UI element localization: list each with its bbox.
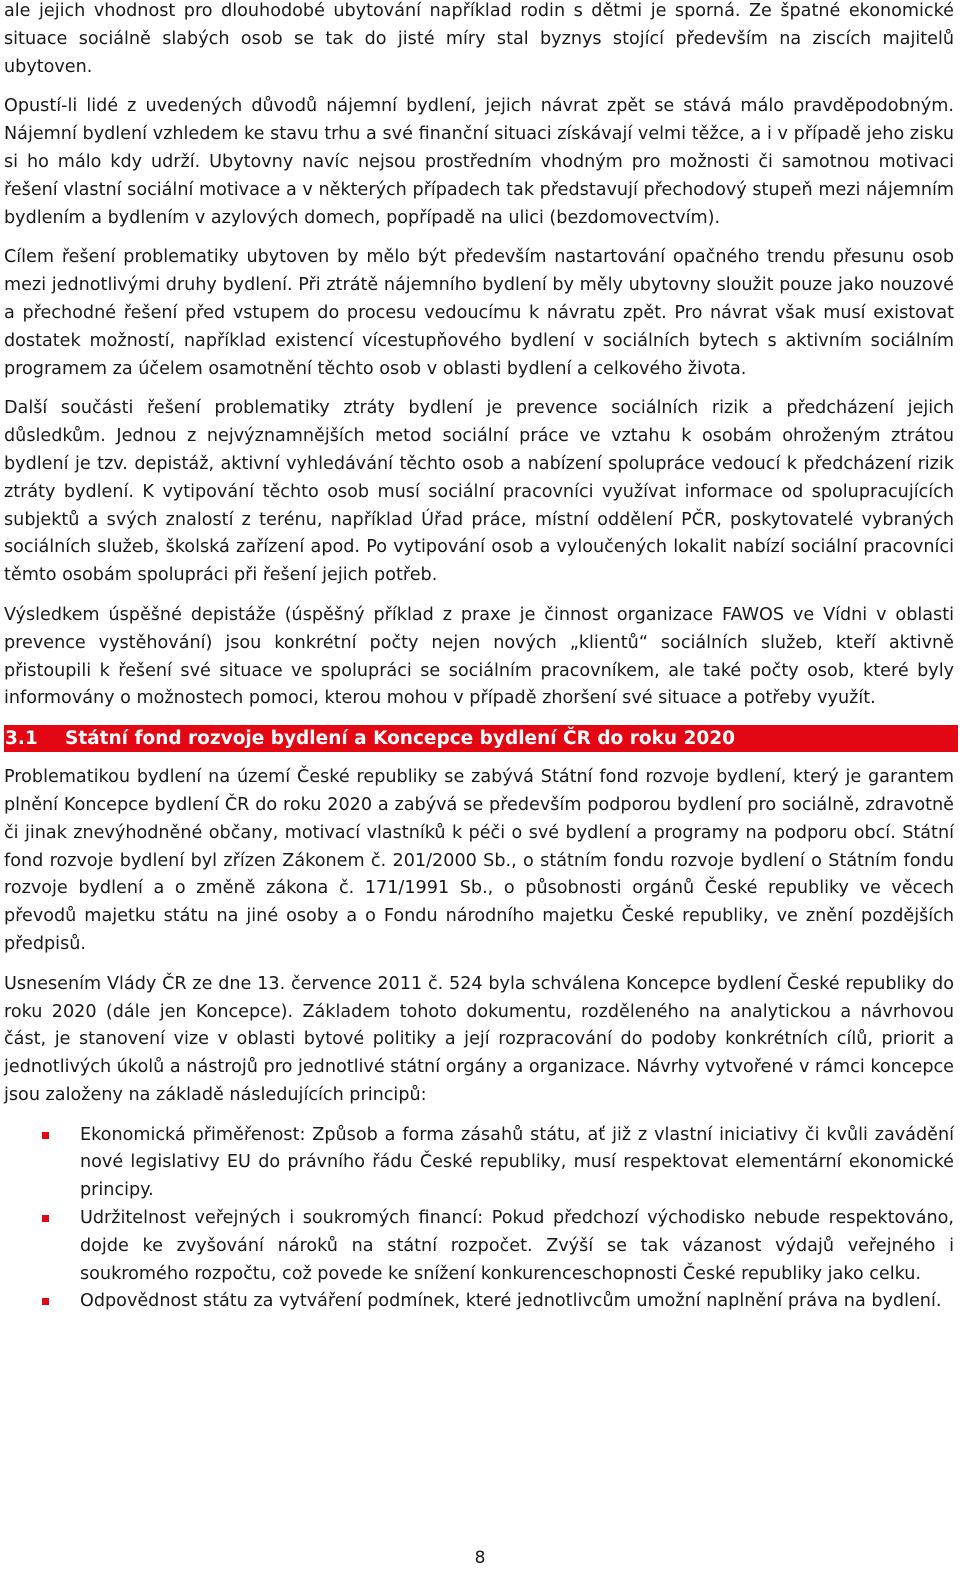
list-item-text: Ekonomická přiměřenost: Způsob a forma zásahů státu, ať již z vlastní iniciativy či kvůli zavádění nové legislativy EU do právního řádu České republiky, musí respektovat elementární ekonomické principy. [80, 1124, 954, 1201]
document-page [4, 0, 954, 1316]
paragraph-housing-fund: Problematikou bydlení na území České republiky se zabývá Státní fond rozvoje bydlení, který je garantem plnění Koncepce bydlení ČR do roku 2020 a zabývá se především podporou bydlení pro sociálně, zdravotně či jinak znevýhodněné občany, motivací vlastníků k péči o své bydlení a programy na podporu obcí. Státní fond rozvoje bydlení byl zřízen Zákonem č. 201/2000 Sb., o státním fondu rozvoje bydlení o Státním fondu rozvoje bydlení a o změně zákona č. 171/1991 Sb., o působnosti orgánů České republiky ve věcech převodů majetku státu na jiné osoby a o Fondu národního majetku České republiky, ve znění pozdějších předpisů. [4, 767, 954, 954]
list-item [4, 1205, 954, 1288]
square-bullet-icon [42, 1132, 49, 1139]
section-heading [4, 725, 958, 752]
square-bullet-icon [42, 1298, 49, 1305]
paragraph-goal-of-solution: Cílem řešení problematiky ubytoven by mělo být především nastartování opačného trendu přesunu osob mezi jednotlivými druhy bydlení. Při ztrátě nájemního bydlení by měly ubytovny sloužit pouze jako nouzové a přechodné řešení před vstupem do procesu vedoucímu k návratu zpět. Pro návrat však musí existovat dostatek možností, například existencí vícestupňového bydlení v sociálních bytech s aktivním sociálním programem za účelem osamotnění těchto osob v oblasti bydlení a celkového života. [4, 247, 954, 379]
list-item [4, 1122, 954, 1205]
paragraph-prevention: Další součásti řešení problematiky ztráty bydlení je prevence sociálních rizik a předcházení jejich důsledkům. Jednou z nejvýznamnějších metod sociální práce ve vztahu k osobám ohroženým ztrátou bydlení je tzv. depistáž, aktivní vyhledávání těchto osob a nabízení spolupráce vedoucí k předcházení rizik ztráty bydlení. K vytipování těchto osob musí sociální pracovníci využívat informace od spolupracujících subjektů a svých znalostí z terénu, například Úřad práce, místní oddělení PČR, poskytovatelé vybraných sociálních služeb, školská zařízení apod. Po vytipování osob a vyloučených lokalit nabízí sociální pracovníci těmto osobám spolupráci při řešení jejich potřeb. [4, 398, 954, 586]
page-number: 8 [474, 1548, 486, 1568]
square-bullet-icon [42, 1215, 49, 1222]
paragraph-depistage-result: Výsledkem úspěšné depistáže (úspěšný příklad z praxe je činnost organizace FAWOS ve Vídni v oblasti prevence vystěhování) jsou konkrétní počty nejen nových „klientů“ sociálních služeb, kteří aktivně přistoupili k řešení své situace ve spolupráci se sociálním pracovníkem, ale také počty osob, které byly informovány o možnostech pomoci, kterou mohou v případě zhoršení své situace a potřeby využít. [4, 604, 954, 709]
list-item-text: Odpovědnost státu za vytváření podmínek, které jednotlivcům umožní naplnění práva na bydlení. [80, 1291, 942, 1312]
list-item-text: Udržitelnost veřejných i soukromých financí: Pokud předchozí východisko nebude respektováno, dojde ke zvyšování nároků na státní rozpočet. Zvýší se tak vázanost výdajů veřejného i soukromého rozpočtu, což povede ke snížení konkurenceschopnosti České republiky jako celku. [80, 1208, 954, 1284]
section-title: Státní fond rozvoje bydlení a Koncepce bydlení ČR do roku 2020 [65, 728, 735, 750]
principles-list [4, 1122, 954, 1317]
list-item [4, 1288, 954, 1316]
section-number: 3.1 [5, 728, 38, 750]
paragraph-accommodation-business: ale jejich vhodnost pro dlouhodobé ubytování například rodin s dětmi je sporná. Ze špatné ekonomické situace sociálně slabých osob se tak do jisté míry stal byznys stojící především na ziscích majitelů ubytoven. [4, 1, 954, 77]
paragraph-government-resolution: Usnesením Vlády ČR ze dne 13. července 2011 č. 524 byla schválena Koncepce bydlení České republiky do roku 2020 (dále jen Koncepce). Základem tohoto dokumentu, rozděleného na analytickou a návrhovou část, je stanovení vize v oblasti bytové politiky a její rozpracování do podoby konkrétních cílů, priorit a jednotlivých úkolů a nástrojů pro jednotlivé státní orgány a organizace. Návrhy vytvořené v rámci koncepce jsou založeny na základě následujících principů: [4, 973, 954, 1105]
paragraph-leaving-rental-housing: Opustí-li lidé z uvedených důvodů nájemní bydlení, jejich návrat zpět se stává málo pravděpodobným. Nájemní bydlení vzhledem ke stavu trhu a své finanční situaci získávají velmi těžce, a i v případě jeho zisku si ho málo kdy udrží. Ubytovny navíc nejsou prostředním vhodným pro možnosti či samotnou motivaci řešení vlastní sociální motivace a v některých případech tak představují přechodový stupeň mezi nájemním bydlením a bydlením v azylových domech, popřípadě na ulici (bezdomovectvím). [4, 96, 954, 228]
